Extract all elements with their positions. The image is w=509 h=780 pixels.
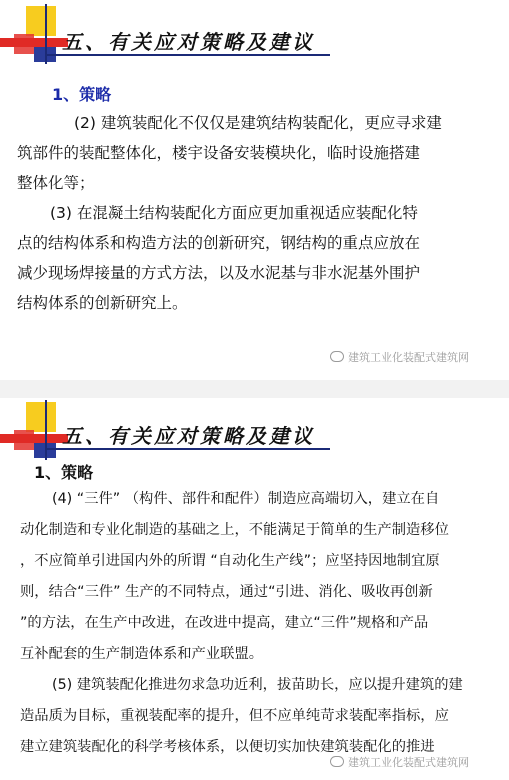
section-subheading: 1、策略 [34, 463, 94, 482]
text-line: ，不应简单引进国内外的所谓 “自动化生产线”；应坚持因地制宜原 [20, 553, 440, 569]
text-line: (5) 建筑装配化推进勿求急功近利，拔苗助长，应以提升建筑的建 [52, 677, 463, 693]
decor-yellow-square [26, 6, 56, 36]
section-subheading: 1、策略 [52, 85, 112, 104]
text-line: ”的方法，在生产中改进，在改进中提高，建立“三件”规格和产品 [20, 615, 429, 631]
decor-vertical-line [45, 400, 47, 460]
text-line: 结构体系的创新研究上。 [17, 294, 188, 312]
text-line: 则，结合“三件” 生产的不同特点，通过“引进、消化、吸收再创新 [20, 584, 433, 600]
text-line: 动化制造和专业化制造的基础之上，不能满足于简单的生产制造移位 [20, 522, 449, 538]
decor-red-bar [0, 434, 68, 443]
slide-separator [0, 380, 509, 398]
decor-yellow-square [26, 402, 56, 432]
text-line: 点的结构体系和构造方法的创新研究，钢结构的重点应放在 [17, 234, 421, 252]
text-line: 互补配套的生产制造体系和产业联盟。 [20, 646, 264, 662]
body-text [20, 484, 463, 763]
decor-red-bar [0, 38, 68, 47]
page-heading: 五、有关应对策略及建议 [62, 424, 315, 448]
text-line: 减少现场焊接量的方式方法，以及水泥基与非水泥基外围护 [17, 264, 421, 282]
text-line: 建立建筑装配化的科学考核体系，以便切实加快建筑装配化的推进 [20, 739, 435, 755]
watermark-text: 建筑工业化装配式建筑网 [348, 351, 469, 364]
slide-2 [0, 398, 509, 780]
watermark [330, 349, 469, 365]
text-line: (2) 建筑装配化不仅仅是建筑结构装配化，更应寻求建 [74, 114, 442, 132]
text-line: (3) 在混凝土结构装配化方面应更加重视适应装配化特 [50, 204, 418, 222]
text-line: 整体化等； [17, 174, 95, 192]
watermark [330, 754, 469, 770]
wechat-icon [330, 351, 344, 362]
watermark-text: 建筑工业化装配式建筑网 [348, 756, 469, 769]
wechat-icon [330, 756, 344, 767]
text-line: 筑部件的装配整体化，楼宇设备安装模块化，临时设施搭建 [17, 144, 421, 162]
page-heading: 五、有关应对策略及建议 [62, 30, 315, 54]
text-line: 造品质为目标，重视装配率的提升，但不应单纯苛求装配率指标，应 [20, 708, 449, 724]
body-text [17, 108, 442, 318]
slide-1 [0, 0, 509, 380]
text-line: (4) “三件” （构件、部件和配件）制造应高端切入，建立在自 [52, 491, 440, 507]
